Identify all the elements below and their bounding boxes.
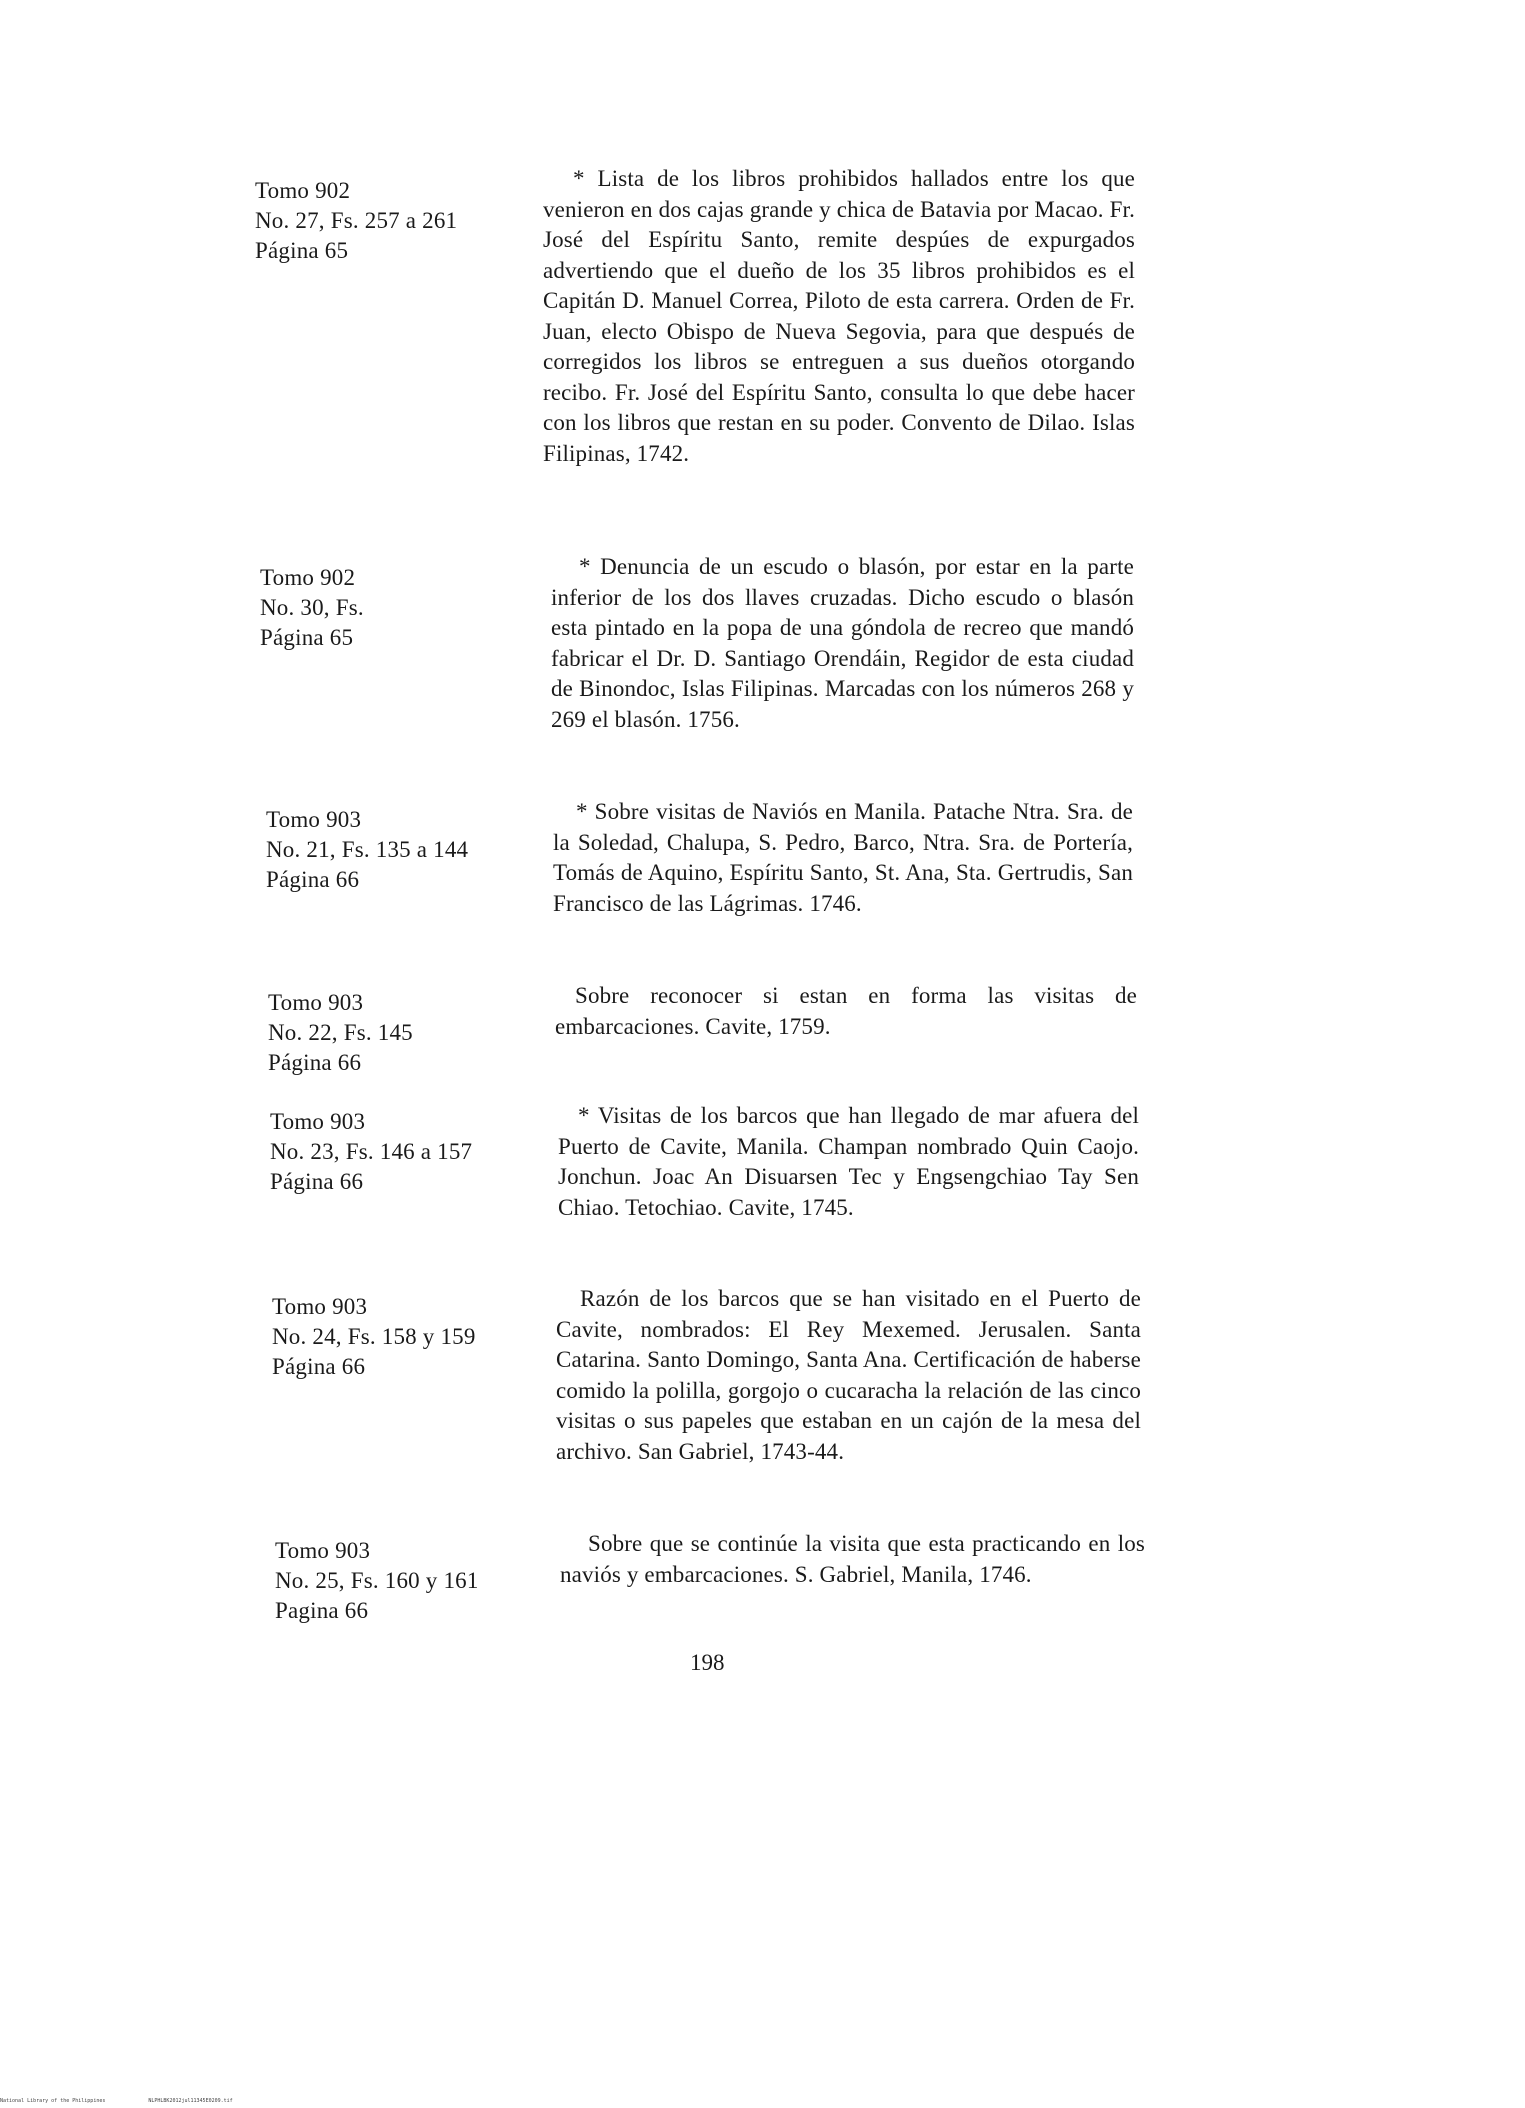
- entry-description: * Denuncia de un escudo o blasón, por estar en la parte inferior de los dos llaves cruzadas. Dicho escudo o blasón esta pintado en la popa de una góndola de recreo que mandó fabricar el Dr. D. Santiago Orendáin, Regidor de esta ciudad de Binondoc, Islas Filipinas. Marcadas con los números 268 y 269 el blasón. 1756.: [551, 554, 1134, 732]
- entry-reference: [266, 805, 468, 895]
- entry-reference: [270, 1107, 472, 1197]
- tomo-line: Tomo 902: [260, 565, 356, 590]
- entry-description: * Sobre visitas de Naviós en Manila. Patache Ntra. Sra. de la Soledad, Chalupa, S. Pedro, Barco, Ntra. Sra. de Portería, Tomás de Aquino, Espíritu Santo, St. Ana, Sta. Gertrudis, San Francisco de las Lágrimas. 1746.: [553, 799, 1133, 916]
- entry-reference: [260, 563, 364, 653]
- pagina-line: Página 66: [272, 1354, 366, 1379]
- entry-reference: [272, 1292, 476, 1382]
- page-number: 198: [690, 1650, 725, 1675]
- entry-reference: [275, 1536, 479, 1626]
- scan-footer: [0, 2098, 273, 2104]
- folio-line: No. 21, Fs. 135 a 144: [266, 837, 469, 862]
- folio-line: No. 25, Fs. 160 y 161: [275, 1568, 479, 1593]
- pagina-line: Página 65: [260, 625, 354, 650]
- footer-file-name: NLPHLBK2012jul11345E0209.tif: [148, 2098, 233, 2104]
- footer-library-name: National Library of the Philippines: [0, 2098, 106, 2104]
- entry-description: Sobre que se continúe la visita que esta practicando en los naviós y embarcaciones. S. Gabriel, Manila, 1746.: [560, 1531, 1145, 1587]
- folio-line: No. 24, Fs. 158 y 159: [272, 1324, 476, 1349]
- tomo-line: Tomo 903: [266, 807, 362, 832]
- tomo-line: Tomo 903: [272, 1294, 368, 1319]
- pagina-line: Página 66: [270, 1169, 364, 1194]
- pagina-line: Pagina 66: [275, 1598, 369, 1623]
- entry-description: Sobre reconocer si estan en forma las visitas de embarcaciones. Cavite, 1759.: [555, 983, 1137, 1039]
- entry-description: * Lista de los libros prohibidos hallados entre los que venieron en dos cajas grande y chica de Batavia por Macao. Fr. José del Espíritu Santo, remite despúes de expurgados advertiendo que el dueño de los 35 libros prohibidos es el Capitán D. Manuel Correa, Piloto de esta carrera. Orden de Fr. Juan, electo Obispo de Nueva Segovia, para que después de corregidos los libros se entreguen a sus dueños otorgando recibo. Fr. José del Espíritu Santo, consulta lo que debe hacer con los libros que restan en su poder. Convento de Dilao. Islas Filipinas, 1742.: [543, 166, 1135, 466]
- tomo-line: Tomo 902: [255, 178, 351, 203]
- entry-description: Razón de los barcos que se han visitado en el Puerto de Cavite, nombrados: El Rey Mexemed. Jerusalen. Santa Catarina. Santo Domingo, Santa Ana. Certificación de haberse comido la polilla, gorgojo o cucaracha la relación de las cinco visitas o sus papeles que estaban en un cajón de la mesa del archivo. San Gabriel, 1743-44.: [556, 1286, 1141, 1464]
- tomo-line: Tomo 903: [275, 1538, 371, 1563]
- folio-line: No. 30, Fs.: [260, 595, 364, 620]
- tomo-line: Tomo 903: [268, 990, 364, 1015]
- folio-line: No. 27, Fs. 257 a 261: [255, 208, 458, 233]
- folio-line: No. 23, Fs. 146 a 157: [270, 1139, 473, 1164]
- entry-description: * Visitas de los barcos que han llegado de mar afuera del Puerto de Cavite, Manila. Champan nombrado Quin Caojo. Jonchun. Joac An Disuarsen Tec y Engsengchiao Tay Sen Chiao. Tetochiao. Cavite, 1745.: [558, 1103, 1139, 1220]
- pagina-line: Página 65: [255, 238, 349, 263]
- pagina-line: Página 66: [266, 867, 360, 892]
- entry-reference: [268, 988, 413, 1078]
- entry-reference: [255, 176, 457, 266]
- pagina-line: Página 66: [268, 1050, 362, 1075]
- folio-line: No. 22, Fs. 145: [268, 1020, 413, 1045]
- tomo-line: Tomo 903: [270, 1109, 366, 1134]
